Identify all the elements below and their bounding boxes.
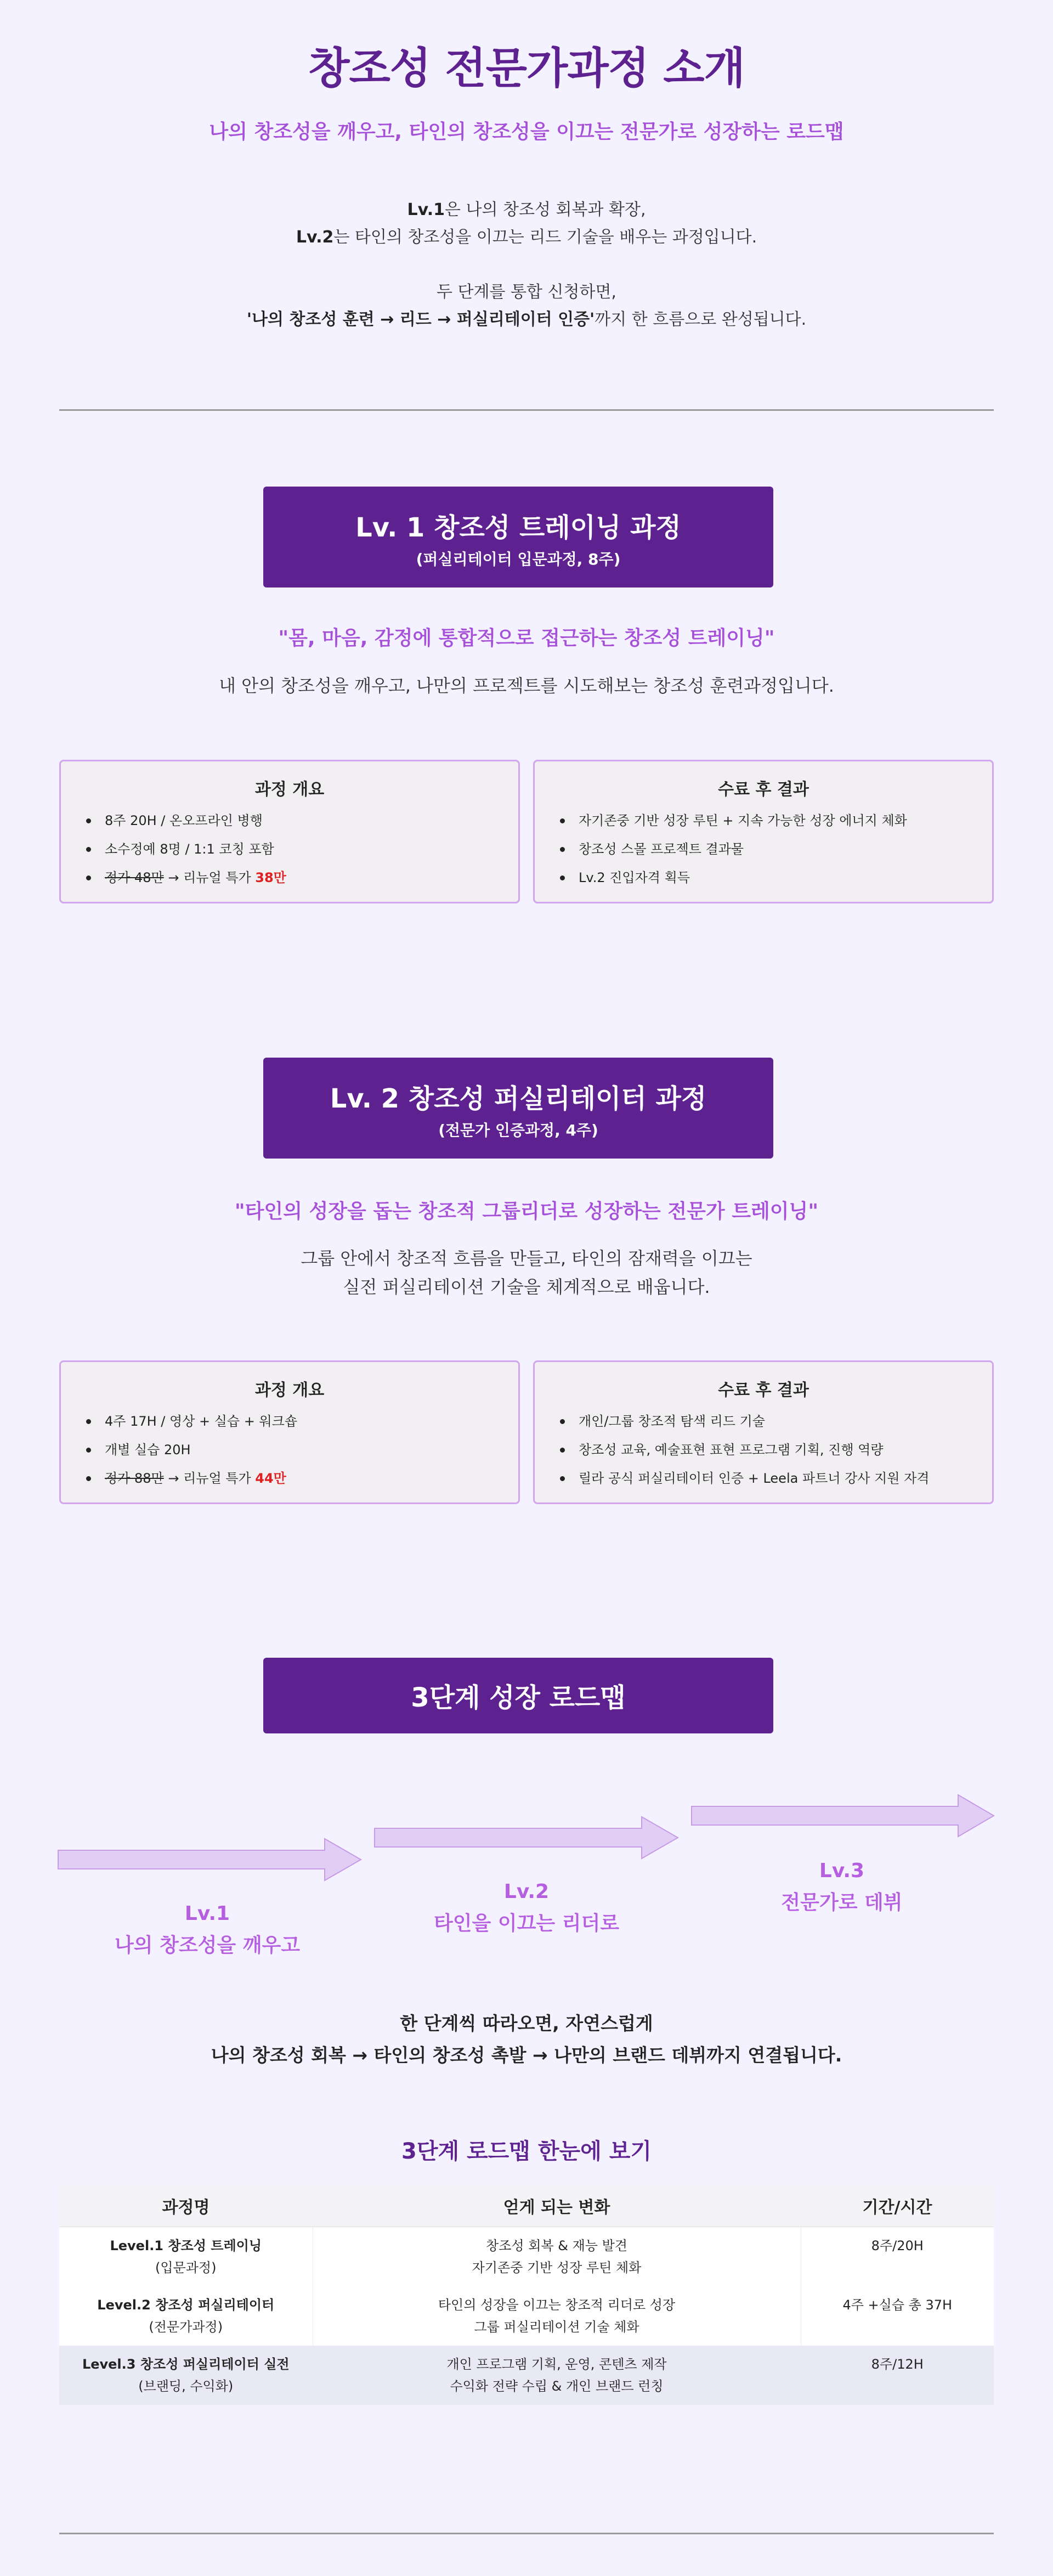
roadmap-step-1: Lv.1 나의 창조성을 깨우고 bbox=[114, 1902, 301, 1957]
lv1-description: 내 안의 창조성을 깨우고, 나만의 프로젝트를 시도해보는 창조성 훈련과정입니다. bbox=[219, 675, 834, 696]
list-item: 창조성 교육, 예술표현 표현 프로그램 기획, 진행 역량 bbox=[557, 1436, 970, 1464]
lv2-subtitle: (전문가 인증과정, 4주) bbox=[438, 1121, 598, 1139]
price-item: 정가 88만 → 리뉴얼 특가 44만 bbox=[83, 1464, 496, 1493]
change-cell: 타인의 성장을 이끄는 창조적 리더로 성장 그룹 퍼실리테이션 기술 체화 bbox=[313, 2286, 801, 2346]
lv1-subtitle: (퍼실리테이터 입문과정, 8주) bbox=[416, 550, 621, 568]
period-cell: 8주/12H bbox=[801, 2346, 994, 2405]
intro-line-1: Lv.1은 나의 창조성 회복과 확장, bbox=[407, 200, 646, 219]
price-item: 정가 48만 → 리뉴얼 특가 38만 bbox=[83, 863, 496, 892]
roadmap-summary: 한 단계씩 따라오면, 자연스럽게 나의 창조성 회복 → 타인의 창조성 촉발 → 나만의 브랜드 데뷔까지 연결됩니다. bbox=[211, 2013, 842, 2066]
list-item: 릴라 공식 퍼실리테이터 인증 + Leela 파트너 강사 지원 자격 bbox=[557, 1464, 970, 1493]
lv1-banner bbox=[263, 487, 773, 587]
roadmap-table bbox=[59, 2185, 994, 2405]
lv1-title: Lv. 1 창조성 트레이닝 과정 bbox=[355, 512, 681, 543]
intro-line-4: '나의 창조성 훈련 → 리드 → 퍼실리테이터 인증'까지 한 흐름으로 완성됩니다. bbox=[246, 310, 807, 329]
card-heading: 수료 후 결과 bbox=[718, 780, 809, 799]
period-cell: 4주 +실습 총 37H bbox=[842, 2297, 953, 2313]
table-header-row bbox=[59, 2185, 994, 2227]
divider bbox=[59, 409, 994, 411]
card-heading: 과정 개요 bbox=[254, 780, 325, 799]
column-header: 얻게 되는 변화 bbox=[313, 2185, 801, 2227]
page-subtitle: 나의 창조성을 깨우고, 타인의 창조성을 이끄는 전문가로 성장하는 로드맵 bbox=[209, 121, 844, 143]
card-heading: 과정 개요 bbox=[254, 1381, 325, 1400]
table-heading: 3단계 로드맵 한눈에 보기 bbox=[401, 2139, 652, 2164]
period-cell: 8주/20H bbox=[871, 2238, 924, 2253]
lv2-title: Lv. 2 창조성 퍼실리테이터 과정 bbox=[330, 1083, 707, 1114]
list-item: 소수정예 8명 / 1:1 코칭 포함 bbox=[83, 835, 496, 863]
list-item: 창조성 스몰 프로젝트 결과물 bbox=[557, 835, 970, 863]
roadmap-step-3: Lv.3 전문가로 데뷔 bbox=[781, 1860, 903, 1914]
course-name-cell: Level.3 창조성 퍼실리테이터 실전 (브랜딩, 수익화) bbox=[59, 2346, 313, 2405]
lv2-overview-card bbox=[59, 1360, 520, 1504]
list-item: 개인/그룹 창조적 탐색 리드 기술 bbox=[557, 1407, 970, 1436]
roadmap-step-2: Lv.2 타인을 이끄는 리더로 bbox=[433, 1880, 620, 1935]
lv2-result-card bbox=[533, 1360, 994, 1504]
lv2-banner bbox=[263, 1058, 773, 1159]
change-cell: 창조성 회복 & 재능 발견 자기존중 기반 성장 루틴 체화 bbox=[313, 2227, 801, 2286]
lv2-description: 그룹 안에서 창조적 흐름을 만들고, 타인의 잠재력을 이끄는 실전 퍼실리테이션 기술을 체계적으로 배웁니다. bbox=[301, 1248, 752, 1297]
list-item: 개별 실습 20H bbox=[83, 1436, 496, 1464]
arrow-step-1 bbox=[58, 1839, 361, 1880]
list-item: 4주 17H / 영상 + 실습 + 워크숍 bbox=[83, 1407, 496, 1436]
list-item: Lv.2 진입자격 획득 bbox=[557, 863, 970, 892]
table-row bbox=[59, 2227, 994, 2286]
divider bbox=[59, 2533, 994, 2534]
intro-block bbox=[0, 196, 1053, 334]
table-row bbox=[59, 2346, 994, 2405]
intro-line-3: 두 단계를 통합 신청하면, bbox=[437, 283, 616, 302]
column-header: 기간/시간 bbox=[801, 2185, 994, 2227]
column-header: 과정명 bbox=[59, 2185, 313, 2227]
course-name-cell: Level.2 창조성 퍼실리테이터 (전문가과정) bbox=[59, 2286, 313, 2346]
lv1-result-card bbox=[533, 760, 994, 903]
change-cell: 개인 프로그램 기획, 운영, 콘텐츠 제작 수익화 전략 수립 & 개인 브랜드 런칭 bbox=[313, 2346, 801, 2405]
card-heading: 수료 후 결과 bbox=[718, 1381, 809, 1400]
lv1-quote: "몸, 마음, 감정에 통합적으로 접근하는 창조성 트레이닝" bbox=[278, 627, 775, 649]
arrow-step-2 bbox=[375, 1817, 678, 1858]
lv1-overview-card bbox=[59, 760, 520, 903]
lv2-quote: "타인의 성장을 돕는 창조적 그룹리더로 성장하는 전문가 트레이닝" bbox=[234, 1200, 819, 1223]
list-item: 자기존중 기반 성장 루틴 + 지속 가능한 성장 에너지 체화 bbox=[557, 806, 970, 835]
roadmap-title: 3단계 성장 로드맵 bbox=[411, 1682, 626, 1713]
table-row bbox=[59, 2286, 994, 2346]
list-item: 8주 20H / 온오프라인 병행 bbox=[83, 806, 496, 835]
course-name-cell: Level.1 창조성 트레이닝 (입문과정) bbox=[59, 2227, 313, 2286]
page-title: 창조성 전문가과정 소개 bbox=[308, 44, 745, 93]
roadmap-banner bbox=[263, 1658, 773, 1733]
arrow-step-3 bbox=[692, 1795, 994, 1837]
intro-line-2: Lv.2는 타인의 창조성을 이끄는 리드 기술을 배우는 과정입니다. bbox=[296, 228, 757, 247]
